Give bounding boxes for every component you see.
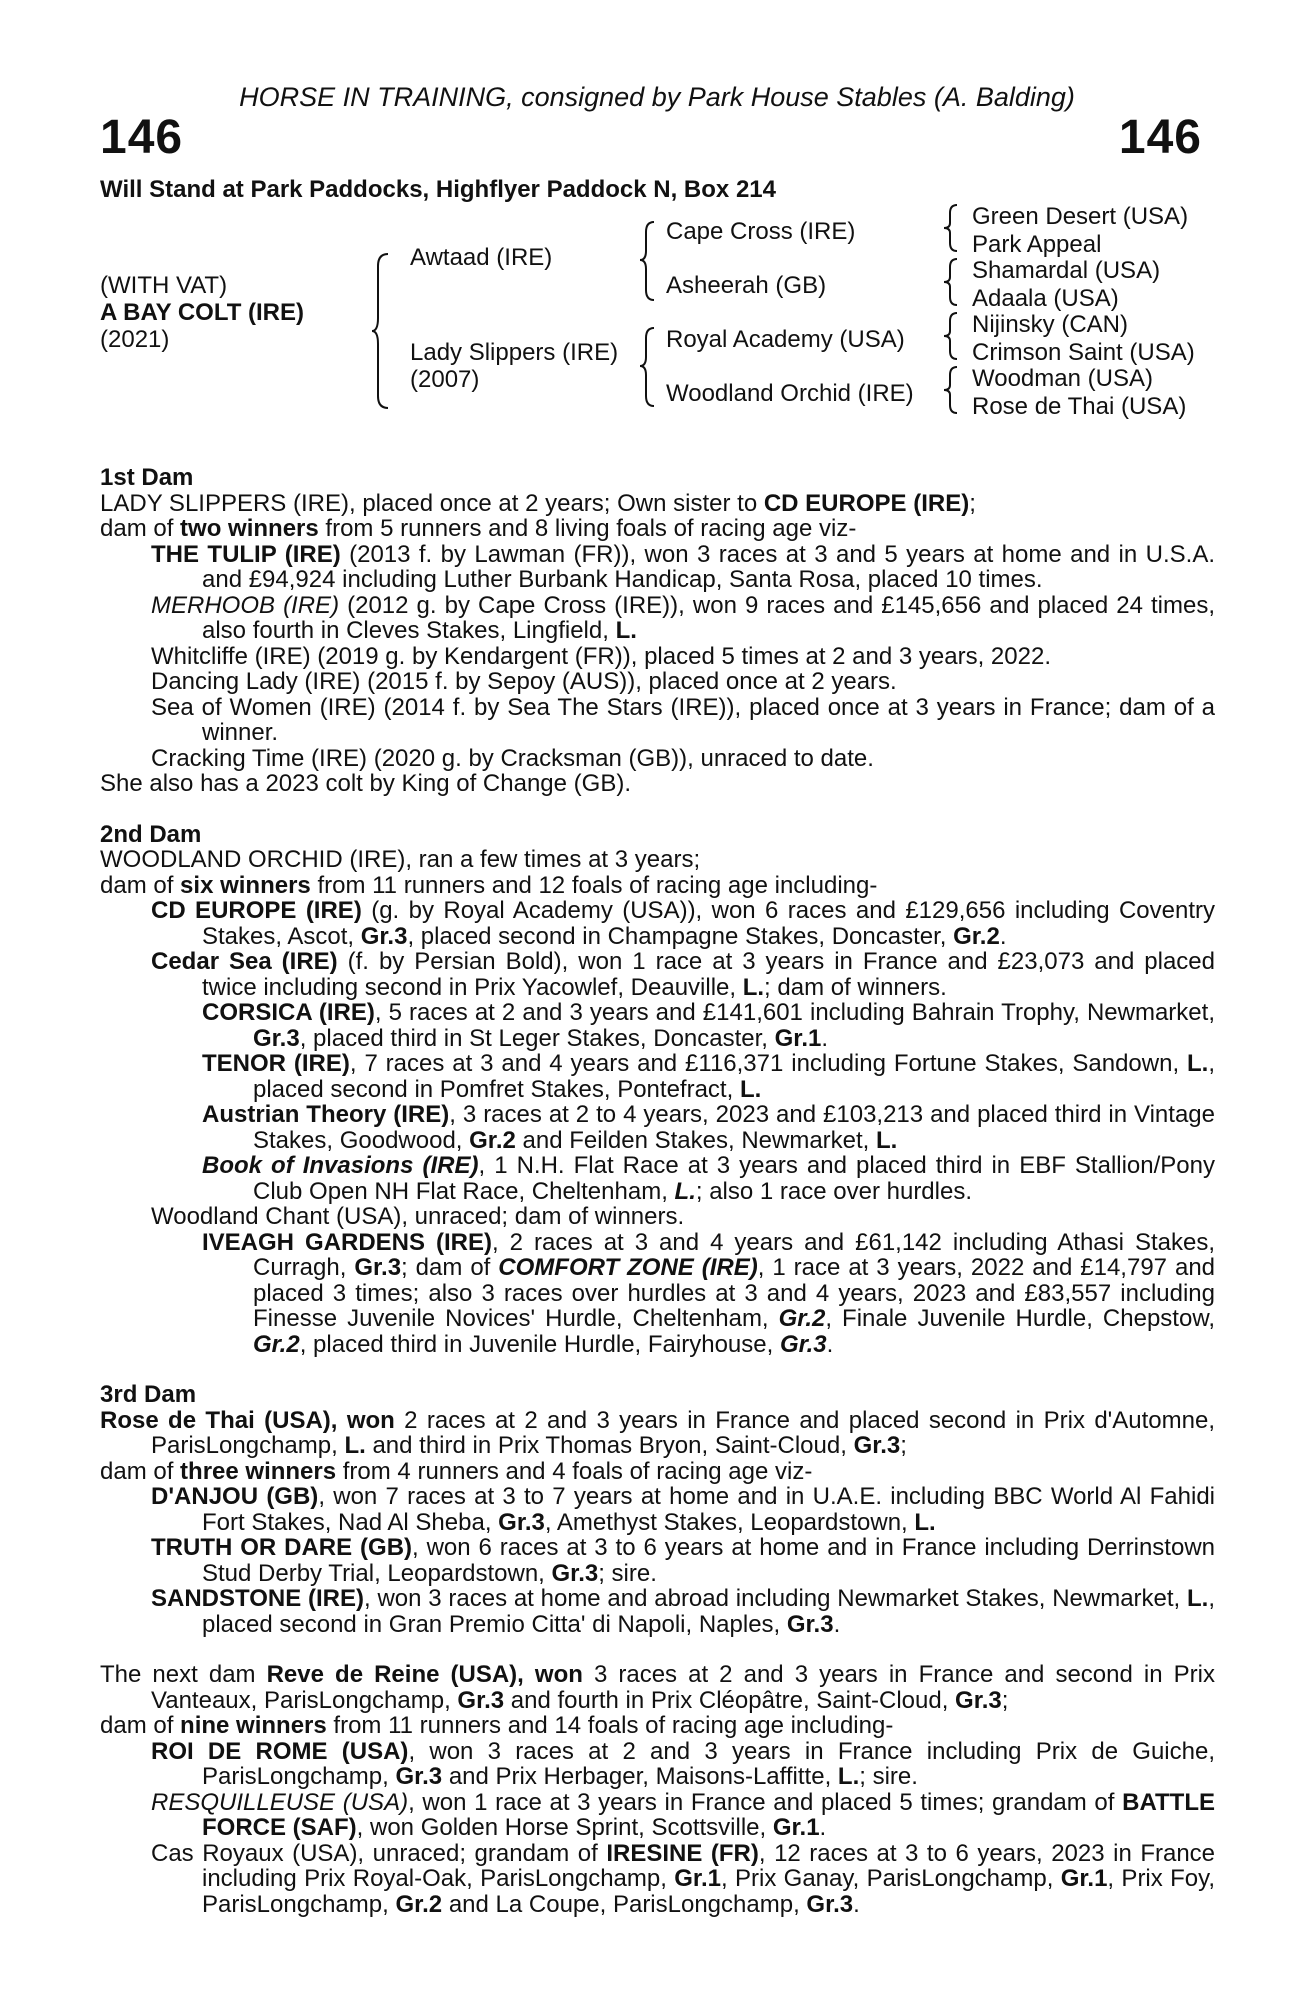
sds: Shamardal (USA) [972,257,1161,284]
vat-note: (WITH VAT) [100,272,228,299]
produce-record [100,465,1215,1917]
second-dam-line: WOODLAND ORCHID (IRE), ran a few times at 3 years; [100,846,701,873]
second-dam-summary: dam of six winners from 11 runners and 12 foals of racing age including- [100,871,878,899]
brace-icon [638,220,658,302]
brace-icon [370,252,394,410]
third-dam-heading: 3rd Dam [100,1381,197,1408]
consignor-line: HORSE IN TRAINING, consigned by Park House Stables (A. Balding) [239,82,1075,112]
list-item: THE TULIP (IRE) (2013 f. by Lawman (FR)), won 3 races at 3 and 5 years at home and in U.S.A. and £94,924 including Luther Burbank Handicap, Santa Rosa, placed 10 times. [151,540,1215,593]
dam-dam: Woodland Orchid (IRE) [666,380,914,407]
next-dam-summary: dam of nine winners from 11 runners and 14 foals of racing age including- [100,1712,894,1739]
list-item: ROI DE ROME (USA), won 3 races at 2 and 3 years in France including Prix de Guiche, ParisLongchamp, Gr.3 and Prix Herbager, Maisons-Laffitte, L.; sire. [151,1737,1216,1790]
dds: Woodman (USA) [972,365,1153,392]
sire-dam: Asheerah (GB) [666,272,827,299]
brace-icon [942,203,960,253]
list-item: IVEAGH GARDENS (IRE), 2 races at 3 and 4 years and £61,142 including Athasi Stakes, Curragh, Gr.3; dam of COMFORT ZONE (IRE), 1 race at 3 years, 2022 and £14,797 and placed 3 times; also 3 races over hurdles at 3 and 4 years, 2023 and £83,557 including Finesse Juvenile Novices' Hurdle, Cheltenham, Gr.2, Finale Juvenile Hurdle, Chepstow, Gr.2, placed third in Juvenile Hurdle, Fairyhouse, Gr.3. [202,1228,1216,1358]
second-dam-heading: 2nd Dam [100,820,202,848]
lot-number-left: 146 [100,111,184,164]
third-dam-summary: dam of three winners from 4 runners and 4 foals of racing age viz- [100,1457,813,1485]
dsd: Crimson Saint (USA) [972,339,1195,366]
list-item: Whitcliffe (IRE) (2019 g. by Kendargent (FR)), placed 5 times at 2 and 3 years, 2022. [151,642,1051,670]
list-item: TRUTH OR DARE (GB), won 6 races at 3 to 6 years at home and in France including Derrinstown Stud Derby Trial, Leopardstown, Gr.3; sire. [151,1534,1216,1587]
horse-year: (2021) [100,326,170,353]
brace-icon [942,311,960,361]
sdd: Adaala (USA) [972,285,1119,312]
first-dam-also: She also has a 2023 colt by King of Change (GB). [100,770,631,797]
list-item: Dancing Lady (IRE) (2015 f. by Sepoy (AUS)), placed once at 2 years. [151,668,897,695]
dam-year: (2007) [410,366,480,393]
ddd: Rose de Thai (USA) [972,393,1187,420]
brace-icon [638,326,658,408]
sire: Awtaad (IRE) [410,244,553,271]
list-item: D'ANJOU (GB), won 7 races at 3 to 7 years at home and in U.A.E. including BBC World Al Fahidi Fort Stakes, Nad Al Sheba, Gr.3, Amethyst Stakes, Leopardstown, L. [151,1483,1216,1536]
list-item: SANDSTONE (IRE), won 3 races at home and abroad including Newmarket Stakes, Newmarket, L., placed second in Gran Premio Citta' di Napoli, Naples, Gr.3. [151,1585,1216,1638]
list-item: Austrian Theory (IRE), 3 races at 2 to 4 years, 2023 and £103,213 and placed third in Vintage Stakes, Goodwood, Gr.2 and Feilden Stakes, Newmarket, L. [202,1101,1215,1154]
list-item: RESQUILLEUSE (USA), won 1 race at 3 years in France and placed 5 times; grandam of BATTLE FORCE (SAF), won Golden Horse Sprint, Scottsville, Gr.1. [151,1788,1215,1841]
brace-icon [942,257,960,307]
list-item: Cracking Time (IRE) (2020 g. by Cracksman (GB)), unraced to date. [151,744,874,772]
list-item: CD EUROPE (IRE) (g. by Royal Academy (USA)), won 6 races and £129,656 including Coventry Stakes, Ascot, Gr.3, placed second in Champagne Stakes, Doncaster, Gr.2. [151,897,1215,950]
list-item: Woodland Chant (USA), unraced; dam of winners. [151,1203,685,1230]
dss: Nijinsky (CAN) [972,311,1128,338]
list-item: MERHOOB (IRE) (2012 g. by Cape Cross (IRE)), won 9 races and £145,656 and placed 24 times, also fourth in Cleves Stakes, Lingfield, L. [151,591,1216,644]
list-item: Book of Invasions (IRE), 1 N.H. Flat Race at 3 years and placed third in EBF Stallion/Pony Club Open NH Flat Race, Cheltenham, L.; also 1 race over hurdles. [202,1152,1216,1205]
first-dam-heading: 1st Dam [100,464,194,491]
sss: Green Desert (USA) [972,203,1189,230]
third-dam-line: Rose de Thai (USA), won 2 races at 2 and 3 years in France and placed second in Prix d'Automne, ParisLongchamp, L. and third in Prix Thomas Bryon, Saint-Cloud, Gr.3; [100,1406,1215,1459]
next-dam-line: The next dam Reve de Reine (USA), won 3 races at 2 and 3 years in France and second in Prix Vanteaux, ParisLongchamp, Gr.3 and fourth in Prix Cléopâtre, Saint-Cloud, Gr.3; [100,1661,1215,1714]
stand-location: Will Stand at Park Paddocks, Highflyer Paddock N, Box 214 [100,176,776,203]
list-item: Cedar Sea (IRE) (f. by Persian Bold), won 1 race at 3 years in France and £23,073 and placed twice including second in Prix Yacowlef, Deauville, L.; dam of winners. [151,948,1216,1001]
list-item: TENOR (IRE), 7 races at 3 and 4 years and £116,371 including Fortune Stakes, Sandown, L., placed second in Pomfret Stakes, Pontefract, L. [202,1050,1215,1103]
horse-name: A BAY COLT (IRE) [100,299,305,326]
brace-icon [942,365,960,415]
lot-number-right: 146 [1118,111,1202,164]
dam: Lady Slippers (IRE) [410,339,619,366]
list-item: CORSICA (IRE), 5 races at 2 and 3 years and £141,601 including Bahrain Trophy, Newmarket, Gr.3, placed third in St Leger Stakes, Doncaster, Gr.1. [202,999,1215,1052]
first-dam-line: LADY SLIPPERS (IRE), placed once at 2 years; Own sister to CD EUROPE (IRE); [100,489,976,517]
sire-sire: Cape Cross (IRE) [666,218,856,245]
ssd: Park Appeal [972,231,1102,258]
dam-sire: Royal Academy (USA) [666,326,905,353]
first-dam-summary: dam of two winners from 5 runners and 8 living foals of racing age viz- [100,515,857,542]
list-item: Sea of Women (IRE) (2014 f. by Sea The Stars (IRE)), placed once at 3 years in France; dam of a winner. [151,693,1215,746]
list-item: Cas Royaux (USA), unraced; grandam of IRESINE (FR), 12 races at 3 to 6 years, 2023 in France including Prix Royal-Oak, ParisLongchamp, Gr.1, Prix Ganay, ParisLongchamp, Gr.1, Prix Foy, ParisLongchamp, Gr.2 and La Coupe, ParisLongchamp, Gr.3. [151,1839,1216,1918]
